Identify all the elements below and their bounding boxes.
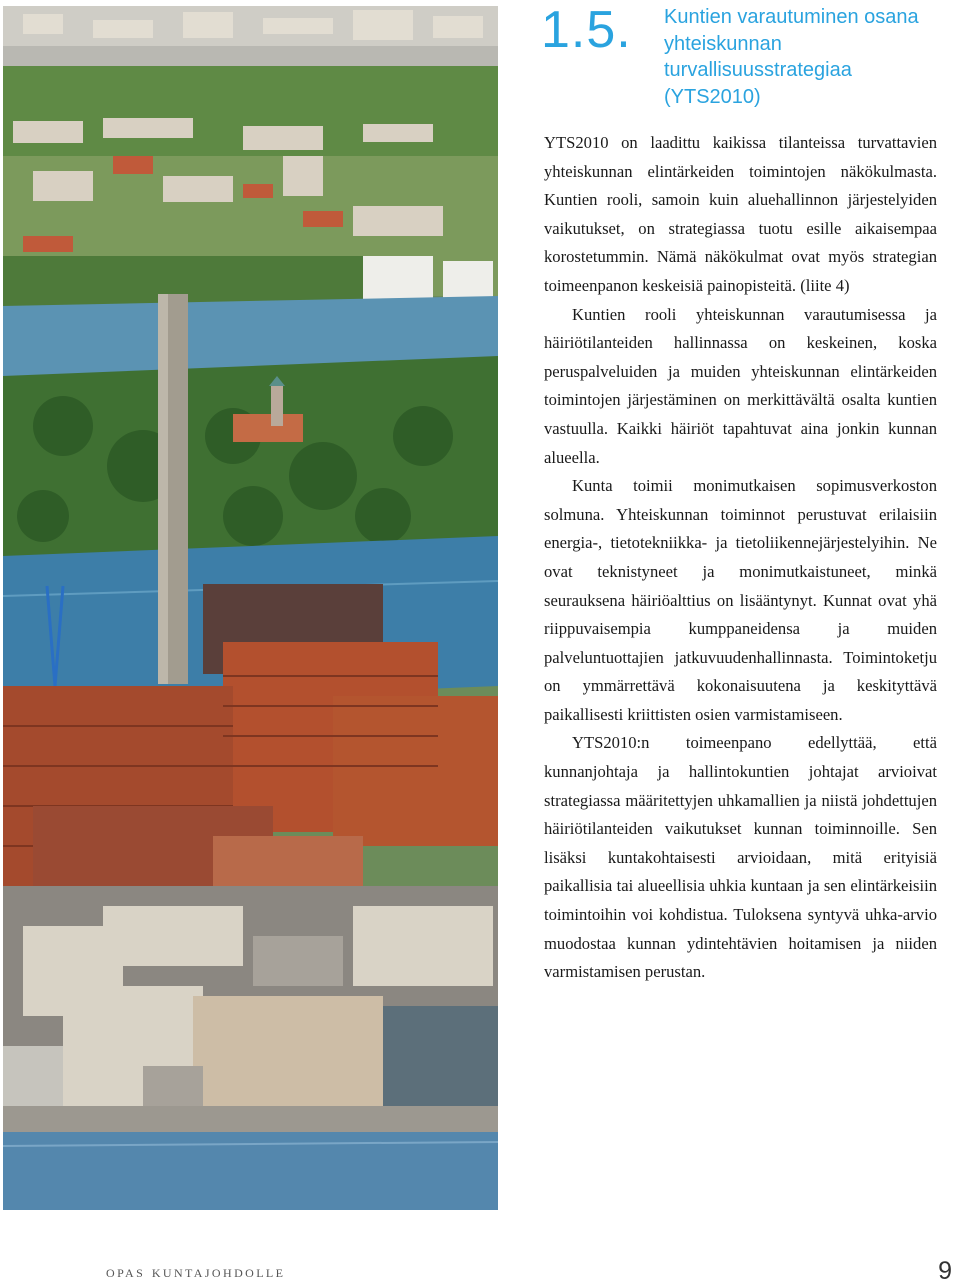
paragraph: Kuntien rooli yhteiskunnan varautumisessa ja häiriötilanteiden hallinnassa on keskeinen, koska peruspalveluiden ja muiden yhteiskunnan elintärkeiden toimintojen järjestäminen on merkittävältä osalta kuntien vastuulla. Kaikki häiriöt tapahtuvat aina jonkin kunnan alueella. [544, 304, 937, 467]
paragraph: YTS2010:n toimeenpano edellyttää, että kunnanjohtaja ja hallintokuntien johtajat arvioivat strategiassa määritettyjen uhkamallien ja niistä johdettujen häiriötilanteiden vaikutukset kunnan toiminnoille. Sen lisäksi kuntakohtaisesti arvioidaan, mitä erityisiä paikallisia tai alueellisia uhkia kuntaan ja sen elintärkeisiin toimintoihin voi kohdistua. Tuloksena syntyvä uhka-arvio muodostaa kunnan ydintehtävien hoitamisen ja niiden varmistamisen perustan. [544, 733, 937, 982]
body-text [544, 129, 937, 987]
paragraph: Kunta toimii monimutkaisen sopimusverkoston solmuna. Yhteiskunnan toiminnot perustuvat erilaisiin energia-, tietotekniikka- ja tietoliikennejärjestelyihin. Ne ovat teknistyneet ja monimutkaistuneet, minkä seurauksena häiriöalttius on lisääntynyt. Kunnat ovat yhä riippuvaisempia kumppaneidensa ja muiden palveluntuottajien jatkuvuudenhallinnasta. Toimintoketju on ymmärrettävä kokonaisuutena ja keskityttävä paikallisesti kriittisten osien varmistamiseen. [544, 476, 937, 724]
section-title: Kuntien varautuminen osana yhteiskunnan turvallisuusstrategiaa (YTS2010) [664, 6, 919, 108]
aerial-city-photo [3, 6, 498, 1210]
paragraph: YTS2010 on laadittu kaikissa tilanteissa turvattavien yhteiskunnan elintärkeiden toimintojen näkökulmasta. Kuntien rooli, samoin kuin aluehallinnon järjestelyiden vaikutukset, on strategiassa tuotu esille aikaisempaa korostetummin. Nämä näkökulmat ovat myös strategian toimeenpanon keskeisiä painopisteitä. (liite 4) [544, 133, 937, 295]
page-number: 9 [938, 1257, 952, 1285]
section-number: 1.5. [541, 1, 632, 59]
publication-name: opas kuntajohdolle [106, 1262, 286, 1281]
